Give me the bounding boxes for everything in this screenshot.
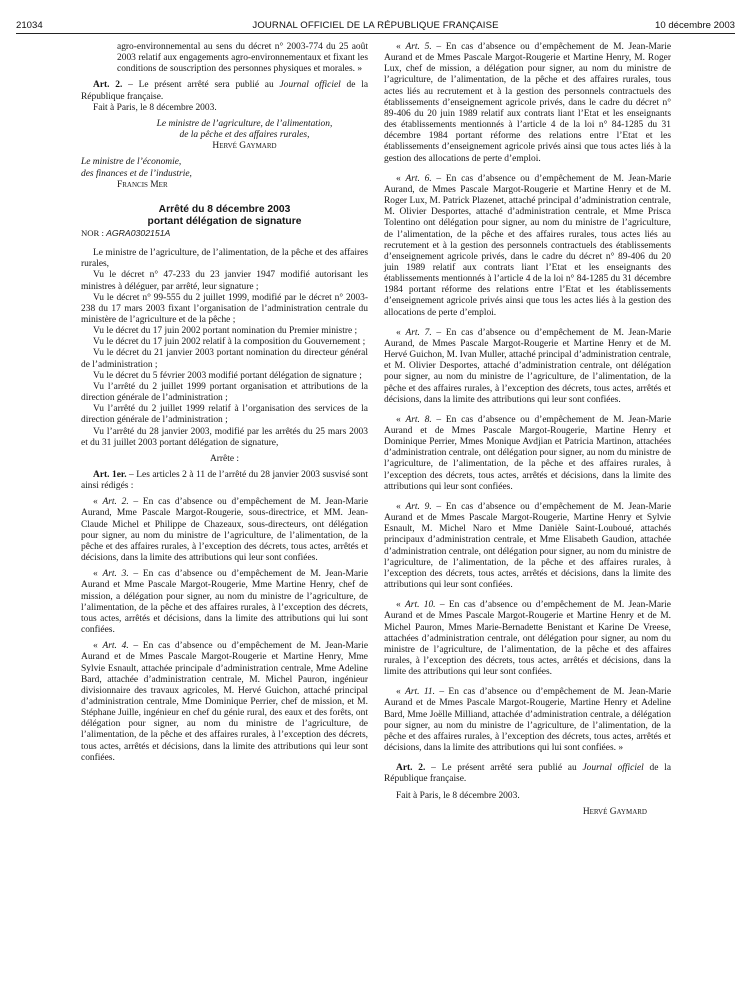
decree-intro: Le ministre de l’agriculture, de l’alimentation, de la pêche et des affaires rurales, xyxy=(81,248,368,270)
quoted-article-8: « Art. 8. – En cas d’absence ou d’empêchement de M. Jean-Marie Aurand et de Mmes Pascale Margot-Rougerie, Martine Henry et Dominique Perrier, Mmes Monique Avdjian et Patricia Martinon, attachées d’administration centrale, ont délégation pour signer, au nom du ministre de l’agriculture, de l’alimentation, de la pêche et des affaires rurales, à l’exception des décrets, tous actes, arrêtés et décisions, dans la limite des attributions qui leur sont confiées. xyxy=(384,414,672,492)
signatory-mer: Francis Mer xyxy=(117,179,168,190)
right-column xyxy=(384,42,671,818)
visa-2: Vu le décret n° 99-555 du 2 juillet 1999, modifié par le décret n° 2003-238 du 17 mars 2003 fixant l’organisation de l’administration centrale du ministère de l’agriculture et de la pêche ; xyxy=(81,292,368,325)
issue-date: 10 décembre 2003 xyxy=(654,20,735,31)
quoted-article-3: « Art. 3. – En cas d’absence ou d’empêchement de M. Jean-Marie Aurand et Mme Pascale Margot-Rougerie, Mme Martine Henry, chef de mission, a délégation pour signer, au nom du ministre de l’agriculture, de l’alimentation, de la pêche et des affaires rurales, à l’exception des décrets, tous actes, arrêtés et décisions, dans la limite des attributions qui lui sont confiées. xyxy=(81,569,369,636)
quoted-article-4: « Art. 4. – En cas d’absence ou d’empêchement de M. Jean-Marie Aurand et de Mmes Pascale Margot-Rougerie et Martine Henry, Mme Sylvie Esnault, attachée principale d’administration centrale, Mme Adeline Bard, attachée d’administration centrale, M. Michel Pauron, ingénieur divisionnaire des travaux agricoles, M. Hervé Guichon, attaché principal d’administration centrale, Mme Dominique Perrier, chef de mission, et M. Stéphane Juille, ingénieur en chef du génie rural, des eaux et des forêts, ont délégation pour signer, au nom du ministre de l’agriculture, de l’alimentation, de la pêche et des affaires rurales, à l’exception des décrets, tous actes, arrêtés et décisions, dans la limite des attributions qui leur sont confiées. xyxy=(81,641,369,763)
signatory-gaymard: Hervé Gaymard xyxy=(212,141,277,152)
fait-a-paris: Fait à Paris, le 8 décembre 2003. xyxy=(396,790,520,801)
page-header xyxy=(16,20,735,32)
quoted-article-6: « Art. 6. – En cas d’absence ou d’empêchement de M. Jean-Marie Aurand, de Mmes Pascale Margot-Rougerie et Martine Henry et de M. Roger Lux, M. Patrick Plazenet, attaché principal d’administration centrale, M. Olivier Desportes, attaché d’administration centrale, et Mme Prisca Tolentino ont délégation pour signer, au nom du ministre de l’agriculture, de l’alimentation, de la pêche et des affaires rurales, tous actes liés au recrutement et à la gestion des personnels contractuels des établissements d’enseignement agricole privés, dans le cadre du décret n° 89-406 du 20 juin 1989 relatif aux contrats liant l’Etat et les enseignants des établissements mentionnés à l’article 4 de la loi n° 84-1285 du 31 décembre 1984 portant réforme des relations entre l’Etat et les établissements d’enseignement agricole privés ainsi que tous les actes liés à la gestion des allocations de perte d’emploi. xyxy=(384,173,672,318)
visa-8: Vu l’arrêté du 2 juillet 1999 relatif à l’organisation des services de la direction générale de l’administration ; xyxy=(81,404,368,426)
quoted-article-7: « Art. 7. – En cas d’absence ou d’empêchement de M. Jean-Marie Aurand, de Mmes Pascale Margot-Rougerie et Martine Henry et de M. Hervé Guichon, M. Ivan Muller, attaché principal d’administration centrale, et M. Olivier Desportes, attaché d’administration centrale, ont délégation pour signer, au nom du ministre de l’agriculture, de l’alimentation, de la pêche et des affaires rurales, à l’exception des décrets, tous actes, arrêtés et décisions, dans la limite des attributions qui leur sont confiées. xyxy=(384,327,672,405)
visa-9: Vu l’arrêté du 28 janvier 2003, modifié par les arrêtés du 25 mars 2003 et du 31 juillet 2003 portant délégation de signature, xyxy=(81,426,368,448)
previous-decree-continuation: agro-environnemental au sens du décret n° 2003-774 du 25 août 2003 relatif aux engagements agro-environnementaux et fixant les conditions de souscription des personnes physiques et morales. » xyxy=(117,42,368,75)
journal-title: JOURNAL OFFICIEL DE LA RÉPUBLIQUE FRANÇAISE xyxy=(252,20,499,31)
previous-fait-a-paris: Fait à Paris, le 8 décembre 2003. xyxy=(93,102,217,113)
visa-4: Vu le décret du 17 juin 2002 relatif à la composition du Gouvernement ; xyxy=(93,337,366,348)
arrete-heading: Arrête : xyxy=(209,453,240,464)
visa-6: Vu le décret du 5 février 2003 modifié portant délégation de signature ; xyxy=(93,370,362,381)
signature-block-agriculture: Le ministre de l’agriculture, de l’alimentation, de la pêche et des affaires rurales, Hervé Gaymard xyxy=(81,119,368,152)
signature-block-economy: Le ministre de l’économie, des finances et de l’industrie, Francis Mer xyxy=(81,157,368,190)
quoted-article-10: « Art. 10. – En cas d’absence ou d’empêchement de M. Jean-Marie Aurand et de Mmes Pascale Margot-Rougerie et Martine Henry et de M. Michel Pauron, Mmes Marie-Bernadette Benistant et Karine De Vreese, attachées d’administration centrale, ont délégation pour signer, au nom du ministre de l’agriculture, de l’alimentation, de la pêche et des affaires rurales, à l’exception des décrets, tous actes, arrêtés et décisions, dans la limite des attributions qui leur sont confiées. xyxy=(384,600,671,678)
article-2: Art. 2. – Le présent arrêté sera publié au Journal officiel de la République française. xyxy=(384,763,672,785)
quoted-article-5: « Art. 5. – En cas d’absence ou d’empêchement de M. Jean-Marie Aurand et de Mmes Pascale Margot-Rougerie et Martine Henry, M. Roger Lux, chef de mission, a délégation pour signer, au nom du ministre de l’agriculture, de l’alimentation, de la pêche et des affaires rurales, tous actes liés au recrutement et à la gestion des personnels contractuels des établissements d’enseignement agricole privés, dans le cadre du décret n° 89-406 du 20 juin 1989 relatif aux contrats liant l’Etat et les enseignants des établissements mentionnés à l’article 4 de la loi n° 84-1285 du 31 décembre 1984 portant réforme des relations entre l’Etat et les établissements d’enseignement agricole privés ainsi que tous actes liés à la gestion des allocations de perte d’emploi. xyxy=(384,42,672,164)
previous-article-2: Art. 2. – Le présent arrêté sera publié au Journal officiel de la République française. xyxy=(81,80,369,102)
visa-7: Vu l’arrêté du 2 juillet 1999 portant organisation et attributions de la direction générale de l’administration ; xyxy=(81,381,368,404)
quoted-article-2: « Art. 2. – En cas d’absence ou d’empêchement de M. Jean-Marie Aurand, Mme Pascale Margot-Rougerie, sous-directrice, et MM. Jean-Claude Michel et Philippe de Chazeaux, sous-directeurs, ont délégation pour signer, au nom du ministre de l’agriculture, de l’alimentation, de la pêche et des affaires rurales, à l’exception des décrets, tous actes, arrêtés et décisions, dans la limite des attributions qui leur sont confiées. xyxy=(81,497,369,564)
final-signatory: Hervé Gaymard xyxy=(582,806,647,817)
quoted-article-9: « Art. 9. – En cas d’absence ou d’empêchement de M. Jean-Marie Aurand et de Mmes Pascale Margot-Rougerie, Martine Henry et Sylvie Esnault, M. Michel Naro et Mme Danièle Saint-Louboué, attachés principaux d’administration centrale, et Mme Elisabeth Gaudion, attachée d’administration centrale, ont délégation pour signer, au nom du ministre de l’agriculture, de l’alimentation, de la pêche et des affaires rurales, à l’exception des décrets, tous actes, arrêtés et décisions, dans la limite des attributions qui leur sont confiées. xyxy=(384,501,672,591)
left-column xyxy=(81,42,368,764)
decree-title: Arrêté du 8 décembre 2003 portant délégation de signature xyxy=(147,203,302,227)
quoted-article-11: « Art. 11. – En cas d’absence ou d’empêchement de M. Jean-Marie Aurand et de Mmes Pascale Margot-Rougerie, Martine Henry et Adeline Bard, Mme Joëlle Milliand, attachée d’administration centrale, a délégation pour signer, au nom du ministre de l’agriculture, de l’alimentation, de la pêche et des affaires rurales, à l’exception des décrets, tous actes, arrêtés et décisions, dans la limite des attributions qui lui sont confiées. » xyxy=(384,687,672,754)
visa-5: Vu le décret du 21 janvier 2003 portant nomination du directeur général de l’administration ; xyxy=(81,348,368,370)
page-number: 21034 xyxy=(16,20,43,31)
header-rule xyxy=(16,33,735,34)
article-1: Art. 1er. – Les articles 2 à 11 de l’arrêté du 28 janvier 2003 susvisé sont ainsi rédigés : xyxy=(81,470,368,492)
visa-1: Vu le décret n° 47-233 du 23 janvier 1947 modifié autorisant les ministres à déléguer, par arrêté, leur signature ; xyxy=(81,270,368,292)
nor-reference: NOR : AGRA0302151A xyxy=(81,227,171,238)
visa-3: Vu le décret du 17 juin 2002 portant nomination du Premier ministre ; xyxy=(93,326,358,337)
